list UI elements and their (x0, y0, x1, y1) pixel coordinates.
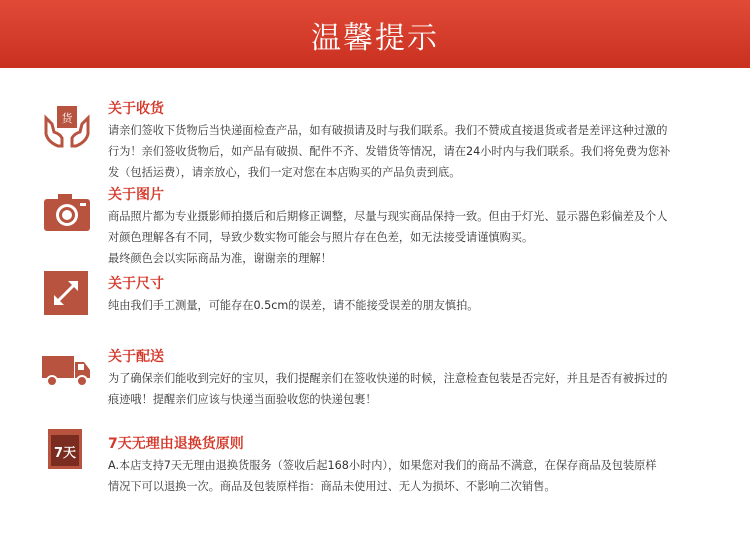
section-body (108, 120, 728, 183)
body-line: 请亲们签收下货物后当快递面检查产品，如有破损请及时与我们联系。我们不赞成直接退货或者是差评这种过激的 (108, 124, 668, 137)
section-return-policy (0, 435, 750, 505)
body-line: 发（包括运费），请亲放心，我们一定对您在本店购买的产品负责到底。 (108, 166, 461, 179)
body-line: A.本店支持7天无理由退换货服务（签收后起168小时内），如果您对我们的商品不满意，在保存商品及包装原样 (108, 459, 657, 472)
section-title: 7天无理由退换货原则 (108, 436, 244, 452)
section-title: 关于收货 (108, 101, 164, 117)
section-body (108, 206, 728, 269)
section-delivery (0, 348, 750, 408)
body-line: 对颜色理解各有不同，导致少数实物可能会与照片存在色差，如无法接受请谨慎购买。 (108, 231, 534, 244)
body-line: 最终颜色会以实际商品为准，谢谢亲的理解！ (108, 252, 332, 265)
section-body (108, 295, 728, 316)
hands-receipt-icon (42, 104, 92, 150)
section-images (0, 186, 750, 266)
section-body (108, 368, 728, 410)
body-line: 纯由我们手工测量，可能存在0.5cm的误差，请不能接受误差的朋友慎拍。 (108, 299, 479, 312)
resize-arrow-icon (44, 271, 88, 315)
camera-icon (42, 190, 92, 236)
section-title: 关于配送 (108, 349, 164, 365)
delivery-truck-icon (40, 348, 92, 394)
calendar-7-days-icon (48, 429, 82, 469)
section-title: 关于图片 (108, 187, 164, 203)
section-size (0, 275, 750, 325)
body-line: 为了确保亲们能收到完好的宝贝，我们提醒亲们在签收快递的时候，注意检查包装是否完好，并且是否有被拆过的 (108, 372, 668, 385)
section-title: 关于尺寸 (108, 276, 164, 292)
body-line: 痕迹哦！提醒亲们应该与快递当面验收您的快递包裹！ (108, 393, 377, 406)
body-line: 情况下可以退换一次。商品及包装原样指：商品未使用过、无人为损坏、不影响二次销售。 (108, 480, 556, 493)
body-line: 商品照片都为专业摄影师拍摄后和后期修正调整，尽量与现实商品保持一致。但由于灯光、显示器色彩偏差及个人 (108, 210, 668, 223)
calendar-icon-label: 7天 (53, 446, 77, 461)
section-body (108, 455, 728, 497)
receipt-icon-label: 货 (61, 112, 73, 125)
banner-title: 温馨提示 (311, 21, 439, 56)
body-line: 行为！亲们签收货物后，如产品有破损、配件不齐、发错货等情况，请在24小时内与我们联系。我们将免费为您补 (108, 145, 671, 158)
section-receiving (0, 100, 750, 180)
header-banner (0, 0, 750, 68)
